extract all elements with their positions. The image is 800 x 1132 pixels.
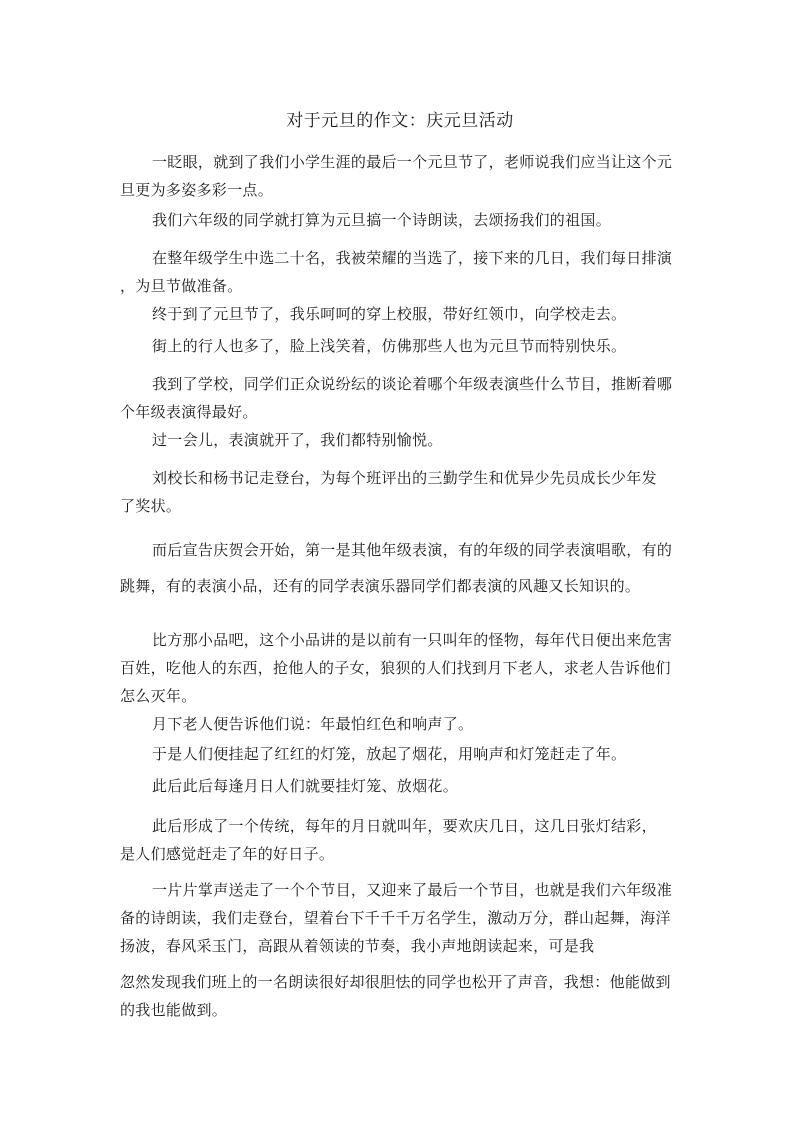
- paragraph-line: 怎么灭年。: [120, 687, 197, 705]
- paragraph-line: 月下老人便告诉他们说：年最怕红色和响声了。: [152, 715, 474, 733]
- paragraph-line: 一眨眼，就到了我们小学生涯的最后一个元旦节了，老师说我们应当让这个元: [152, 153, 673, 171]
- paragraph-7: [120, 426, 680, 454]
- paragraph-line: 于是人们便挂起了红红的灯笼，放起了烟花，用响声和灯笼赶走了年。: [152, 745, 627, 763]
- paragraph-line: 个年级表演得最好。: [120, 403, 258, 421]
- paragraph-line: 忽然发现我们班上的一名朗读很好却很胆怯的同学也松开了声音，我想：他能做到: [120, 973, 671, 991]
- paragraph-line: 过一会儿，表演就开了，我们都特别愉悦。: [152, 431, 443, 449]
- paragraph-line: 是人们感觉赶走了年的好日子。: [120, 845, 335, 863]
- paragraph-line: 刘校长和杨书记走登台，为每个班评出的三勤学生和优异少先员成长少年发: [152, 469, 657, 487]
- paragraph-line: 比方那小品吧，这个小品讲的是以前有一只叫年的怪物，每年代日便出来危害: [152, 631, 673, 649]
- paragraph-1: [120, 148, 680, 204]
- paragraph-2: [120, 206, 680, 234]
- paragraph-line: 我到了学校，同学们正众说纷纭的谈论着哪个年级表演些什么节目，推断着哪: [152, 375, 673, 393]
- paragraph-15: [120, 812, 680, 868]
- paragraph-5: [120, 332, 680, 360]
- paragraph-14: [120, 772, 680, 800]
- paragraph-line: 备的诗朗读，我们走登台，望着台下千千千万名学生，激动万分，群山起舞，海洋: [120, 909, 671, 927]
- paragraph-line: 百姓，吃他人的东西，抢他人的子女，狼狈的人们找到月下老人，求老人告诉他们: [120, 659, 671, 677]
- paragraph-line: 在整年级学生中选二十名，我被荣耀的当选了，接下来的几日，我们每日排演: [152, 249, 673, 267]
- paragraph-line: 终于到了元旦节了，我乐呵呵的穿上校服，带好红领巾，向学校走去。: [152, 305, 627, 323]
- paragraph-line: 一片片掌声送走了一个个节目，又迎来了最后一个节目，也就是我们六年级准: [152, 881, 673, 899]
- paragraph-line: 街上的行人也多了，脸上浅笑着，仿佛那些人也为元旦节而特别快乐。: [152, 337, 627, 355]
- paragraph-11: [120, 626, 680, 710]
- paragraph-17: [120, 968, 680, 1024]
- paragraph-line: 我们六年级的同学就打算为元旦搞一个诗朗读，去颂扬我们的祖国。: [152, 211, 612, 229]
- paragraph-line: 而后宣告庆贺会开始，第一是其他年级表演，有的年级的同学表演唱歌，有的: [152, 541, 673, 559]
- paragraph-line: 此后形成了一个传统，每年的月日就叫年，要欢庆几日，这几日张灯结彩，: [152, 817, 657, 835]
- paragraph-9: [120, 536, 680, 564]
- paragraph-line: 的我也能做到。: [120, 1001, 228, 1019]
- paragraph-13: [120, 740, 680, 768]
- paragraph-line: 跳舞，有的表演小品，还有的同学表演乐器同学们都表演的风趣又长知识的。: [120, 577, 641, 595]
- paragraph-10: [120, 572, 680, 600]
- paragraph-line: 此后此后每逢月日人们就要挂灯笼、放烟花。: [152, 777, 459, 795]
- paragraph-4: [120, 300, 680, 328]
- paragraph-line: 扬波，春风采玉门，高跟从着领读的节奏，我小声地朗读起来，可是我: [120, 937, 595, 955]
- paragraph-8: [120, 464, 680, 520]
- paragraph-3: [120, 244, 680, 300]
- document-title: 对于元旦的作文：庆元旦活动: [286, 111, 514, 131]
- paragraph-line: 了奖状。: [120, 497, 182, 515]
- paragraph-line: ，为旦节做准备。: [120, 277, 243, 295]
- paragraph-line: 旦更为多姿多彩一点。: [120, 181, 274, 199]
- paragraph-16: [120, 876, 680, 960]
- paragraph-12: [120, 710, 680, 738]
- paragraph-6: [120, 370, 680, 426]
